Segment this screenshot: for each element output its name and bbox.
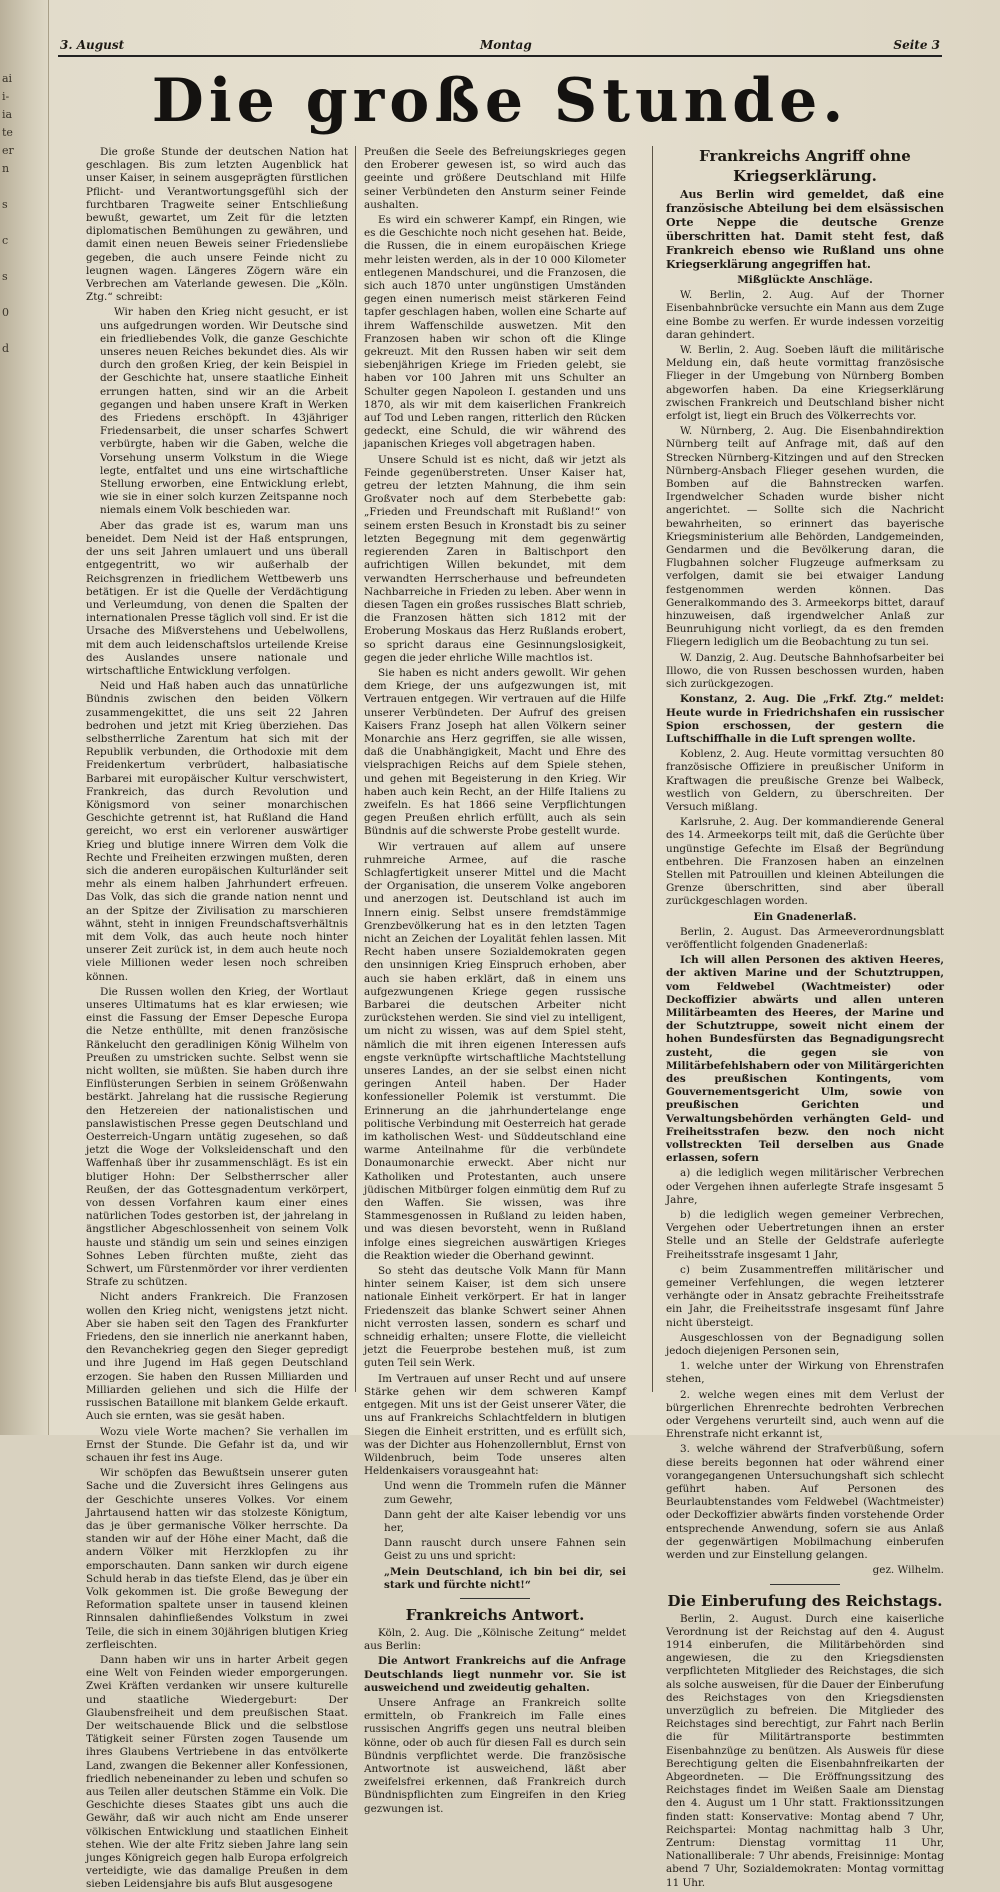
decree-item: Ausgeschlossen von der Begnadigung sollen jedoch diejenigen Personen sein, — [666, 1331, 944, 1358]
paragraph: Berlin, 2. August. Das Armeeverordnungsblatt veröffentlicht folgenden Gnadenerlaß: — [666, 925, 944, 951]
column-3 — [666, 146, 945, 1889]
column-1 — [86, 146, 348, 1891]
heading-frankreichs-angriff: Frankreichs Angriff ohne Kriegserklärung. — [699, 147, 911, 185]
report: W. Berlin, 2. Aug. Auf der Thorner Eisenbahnbrücke versuchte ein Mann aus dem Zuge eine Bombe zu werfen. Er wurde indessen vorzeitig daran gehindert. — [666, 289, 944, 341]
decree-item: 3. welche während der Strafverbüßung, sofern diese bereits begonnen hat oder während einer vorangegangenen Untersuchungshaft sich schlecht geführt haben. Auf Personen des Beurlaubtenstandes vom Feldwebel (Wachtmeister) oder Deckoffizier abwärts finden vorstehende Order entsprechende Anwendung, sofern sie aus Anlaß der gegenwärtigen Mobilmachung einberufen werden und zur Einstellung gelangen. — [666, 1443, 944, 1562]
report: Konstanz, 2. Aug. Die „Frkf. Ztg.“ meldet: Heute wurde in Friedrichshafen ein russischer Spion erschossen, der gestern die Luftschiffhalle in die Luft sprengen wollte. — [666, 693, 944, 745]
header-date: 3. August — [60, 38, 125, 52]
paragraph: Köln, 2. Aug. Die „Kölnische Zeitung“ meldet aus Berlin: — [364, 1626, 626, 1653]
lead-paragraph: Aus Berlin wird gemeldet, daß eine französische Abteilung bei dem elsässischen Orte Neppe die deutsche Grenze überschritten hat. Damit steht fest, daß Frankreich ebenso wie Rußland uns ohne Kriegserklärung angegriffen hat. — [666, 188, 944, 271]
paragraph: Die große Stunde der deutschen Nation hat geschlagen. Bis zum letzten Augenblick hat unser Kaiser, in seinem ausgeprägten fürstlichen Pflicht- und Verantwortungsgefühl sich der furchtbaren Tragweite seiner Entschließung bewußt, gewartet, um Zeit für die letzten diplomatischen Bemühungen zu gewähren, und damit einen neuen Beweis seiner Friedensliebe gegeben, die auch unsere Feinde nicht zu leugnen wagen. Längeres Zögern wäre ein Verbrechen am Vaterlande gewesen. Die „Köln. Ztg.“ schreibt: — [86, 146, 348, 304]
report: W. Danzig, 2. Aug. Deutsche Bahnhofsarbeiter bei Illowo, die von Russen beschossen wurden, haben sich zurückgezogen. — [666, 651, 944, 691]
decree-item: b) die lediglich wegen gemeiner Verbrechen, Vergehen oder Uebertretungen ihnen an erster Stelle und an Stelle der Geldstrafe auferlegte Freiheitsstrafe insgesamt 1 Jahr, — [666, 1209, 944, 1261]
column-divider — [652, 146, 653, 1392]
decree-item: 1. welche unter der Wirkung von Ehrenstrafen stehen, — [666, 1360, 944, 1386]
paragraph: Sie haben es nicht anders gewollt. Wir gehen dem Kriege, der uns aufgezwungen ist, mit Vertrauen entgegen. Wir vertrauen auf die Hilfe unserer Verbündeten. Der Aufruf des greisen Kaisers Franz Joseph hat allen Völkern seiner Monarchie ans Herz gegriffen, sie alle wissen, daß die Unabhängigkeit, Macht und Ehre des vielsprachigen Reichs auf dem Spiele stehen, und gehen mit Begeisterung in den Krieg. Wir haben auch kein Recht, an der Hilfe Italiens zu zweifeln. Es hat 1866 seine Verpflichtungen gegen Preußen ehrlich erfüllt, auch als sein Bündnis auf die schwerste Probe gestellt wurde. — [364, 666, 626, 838]
adjacent-page-edge — [0, 0, 49, 1435]
report: W. Nürnberg, 2. Aug. Die Eisenbahndirektion Nürnberg teilt auf Anfrage mit, daß auf den Strecken Nürnberg-Kitzingen und auf den Strecken Nürnberg-Ansbach Flieger gesehen wurden, die Bomben auf die Bahnstrecken warfen. Irgendwelcher Schaden wurde bisher nicht angerichtet. — Sollte sich die Nachricht bewahrheiten, so erinnert das bayerische Kriegsministerium alle Behörden, Landgemeinden, Gendarmen und die Bevölkerung daran, die Flugbahnen solcher Flugzeuge aufmerksam zu verfolgen, damit sie bei etwaiger Landung festgenommen werden können. Das Generalkommando des 3. Armeekorps bittet, darauf hinzuweisen, daß irgendwelcher Anlaß zur Beunruhigung nicht vorliegt, da es den fremden Fliegern lediglich um die Beobachtung zu tun sei. — [666, 425, 944, 649]
report: Koblenz, 2. Aug. Heute vormittag versuchten 80 französische Offiziere in preußischer Uniform in Kraftwagen die preußische Grenze bei Walbeck, westlich von Geldern, zu überschreiten. Der Versuch mißlang. — [666, 748, 944, 813]
subheading-anschlaege: Mißglückte Anschläge. — [737, 274, 873, 286]
column-divider — [355, 146, 356, 1392]
paragraph: Wir schöpfen das Bewußtsein unserer guten Sache und die Zuversicht ihres Gelingens aus der Geschichte unseres Volkes. Vor einem Jahrtausend hatten wir das stolzeste Königtum, das je über germanische Völker herrschte. Da standen wir auf der Höhe einer Macht, daß die andern Völker mit Herzklopfen zu ihr emporschauten. Dann sanken wir durch eigene Schuld herab in das tiefste Elend, das je über ein Volk gekommen ist. Die große Bewegung der Reformation spaltete unser in tausend kleinen Rinnsalen dahinfließendes Volkstum in zwei Teile, die sich in einem 30jährigen blutigen Krieg zerfleischten. — [86, 1467, 348, 1651]
verse-line: Und wenn die Trommeln rufen die Männer zum Gewehr, — [384, 1480, 626, 1506]
subheading-gnadenerlass: Ein Gnadenerlaß. — [753, 910, 857, 923]
masthead-title: Die große Stunde. — [151, 66, 849, 136]
paragraph: Wir haben den Krieg nicht gesucht, er ist uns aufgedrungen worden. Wir Deutsche sind ein friedliebendes Volk, die ganze Geschichte unseres neuen Reiches bekundet dies. Als wir durch den großen Krieg, der kein Beispiel in der Geschichte hat, unsere staatliche Einheit errungen hatten, sind wir an die Arbeit gegangen und haben unsere Kraft in Werken des Friedens erschöpft. In 43jähriger Friedensarbeit, die unser scharfes Schwert verbürgte, haben wir die Gaben, welche die Vorsehung unserm Volkstum in die Wiege legte, entfaltet und uns eine wirtschaftliche Stellung erworben, eine Entwicklung erlebt, wie sie in einer solch kurzen Zeitspanne noch niemals einem Volk beschieden war. — [100, 306, 348, 517]
paragraph: Nicht anders Frankreich. Die Franzosen wollen den Krieg nicht, wenigstens jetzt nicht. Aber sie haben seit den Tagen des Frankfurter Friedens, den sie innerlich nie anerkannt haben, den Revanchekrieg gegen den Sieger gepredigt und ihre Jugend im Haß gegen Deutschland erzogen. Sie haben den Russen Milliarden und Milliarden geliehen und sich die Hilfe der russischen Bataillone mit blankem Gelde erkauft. Auch sie ernten, was sie gesät haben. — [86, 1291, 348, 1423]
paragraph: Berlin, 2. August. Durch eine kaiserliche Verordnung ist der Reichstag auf den 4. August 1914 einberufen, die Militärbehörden sind angewiesen, die zu den Kriegsdiensten verpflichteten Mitglieder des Reichstages, die sich als solche ausweisen, für die Dauer der Einberufung des Reichstages von den Kriegsdiensten unverzüglich zu befreien. Die Mitglieder des Reichstages sind berechtigt, zur Fahrt nach Berlin die für Militärtransporte bestimmten Eisenbahnzüge zu benützen. Als Ausweis für diese Berechtigung gelten die Eisenbahnfreikarten der Abgeordneten. — Die Eröffnungssitzung des Reichstages findet im Weißen Saale am Dienstag den 4. August um 1 Uhr statt. Fraktionssitzungen finden statt: Konservative: Montag abend 7 Uhr, Reichspartei: Montag nachmittag halb 3 Uhr, Zentrum: Dienstag vormittag 11 Uhr, Nationalliberale: 7 Uhr abends, Freisinnige: Montag abend 7 Uhr, Sozialdemokraten: Montag vormittag 11 Uhr. — [666, 1612, 944, 1889]
paragraph: Aber das grade ist es, warum man uns beneidet. Dem Neid ist der Haß entsprungen, der uns seit Jahren umlauert und uns überall entgegentritt, wo wir außerhalb der Reichsgrenzen in friedlichem Wettbewerb uns betätigen. Er ist die Quelle der Verdächtigung und Verleumdung, von denen die Spalten der internationalen Presse täglich voll sind. Er ist die Ursache des Mißverstehens und Uebelwollens, mit dem auch leidenschaftslos urteilende Kreise des Auslandes unsere nationale und wirtschaftliche Entwicklung verfolgen. — [86, 519, 348, 677]
header-day: Montag — [480, 38, 532, 52]
paragraph: Es wird ein schwerer Kampf, ein Ringen, wie es die Geschichte noch nicht gesehen hat. Beide, die Russen, die in einem europäischen Kriege mehr leisten werden, als in der 10 000 Kilometer entlegenen Mandschurei, und die Franzosen, die sich auch 1870 unter ungünstigen Umständen gegen einen numerisch meist stärkeren Feind tapfer geschlagen haben, wollen eine Scharte auf ihrem Waffenschilde auswetzen. Mit den Franzosen haben wir schon oft die Klinge gekreuzt. Mit den Russen haben wir seit dem siebenjährigen Kriege im Frieden gelebt, sie haben vor 100 Jahren mit uns Schulter an Schulter gegen Napoleon I. gestanden und uns 1870, als wir mit dem kaiserlichen Frankreich auf Tod und Leben rangen, ritterlich den Rücken gedeckt, eine Schuld, die wir während des japanischen Krieges voll abgetragen haben. — [364, 214, 626, 451]
adjacent-page-text: ai i- ia te er n s c s 0 d — [2, 72, 14, 355]
report: Karlsruhe, 2. Aug. Der kommandierende General des 14. Armeekorps teilt mit, daß die Gerüchte über ungünstige Gefechte im Elsaß der Begründung entbehren. Die Franzosen haben an einzelnen Stellen mit Patrouillen und kleinen Abteilungen die Grenze überschritten, sind aber überall zurückgeschlagen worden. — [666, 816, 944, 908]
header-page-number: Seite 3 — [893, 38, 940, 52]
decree-item: a) die lediglich wegen militärischer Verbrechen oder Vergehen ihnen auferlegte Strafe insgesamt 5 Jahre, — [666, 1167, 944, 1206]
decree-item: c) beim Zusammentreffen militärischer und gemeiner Verfehlungen, die wegen letzterer verhängte oder in Ansatz gebrachte Freiheitsstrafe ein Jahr, die Freiheitsstrafe insgesamt fünf Jahre nicht übersteigt. — [666, 1263, 944, 1329]
paragraph: Die Russen wollen den Krieg, der Wortlaut unseres Ultimatums hat es klar erwiesen; wie einst die Fassung der Emser Depesche Europa die Netze enthüllte, mit denen französische Ränkelucht den geradlinigen König Wilhelm von Preußen zu umstricken suchte. Selbst wenn sie nicht wollten, sie müßten. Sie haben durch ihre Einflüsterungen Serbien in seinem Größenwahn bestärkt. Jahrelang hat die russische Regierung den Hetzereien der nationalistischen und panslawistischen Presse gegen Deutschland und Oesterreich-Ungarn untätig zugesehen, so daß jetzt die Woge der Volksleidenschaft und den Waffenhaß über ihr zusammenschlägt. Es ist ein blutiger Hohn: Der Selbstherrscher aller Reußen, der das Gottesgnadentum verkörpert, von dessen Vorfahren kaum einer eines natürlichen Todes gestorben ist, der jahrelang in ängstlicher Abgeschlossenheit von seinem Volk hauste und ständig um sein und seines einzigen Sohnes Leben fürchten mußte, zieht das Schwert, um Fürstenmörder vor ihrer verdienten Strafe zu schützen. — [86, 985, 348, 1289]
signature: gez. Wilhelm. — [872, 1564, 944, 1577]
decree-text: Ich will allen Personen des aktiven Heeres, der aktiven Marine und der Schutztruppen, vom Feldwebel (Wachtmeister) oder Deckoffizier abwärts und allen unteren Militärbeamten des Heeres, der Marine und der Schutztruppe, soweit nicht einem der hohen Bundesfürsten das Begnadigungsrecht zusteht, die gegen sie von Militärbefehlshabern oder von Militärgerichten des preußischen Kontingents, vom Gouvernementsgericht Ulm, sowie von preußischen Gerichten und Verwaltungsbehörden verhängten Geld- und Freiheitsstrafen bezw. den noch nicht vollstreckten Teil derselben aus Gnade erlassen, sofern — [666, 954, 945, 1165]
verse-line: Dann rauscht durch unsere Fahnen sein Geist zu uns und spricht: — [384, 1537, 626, 1563]
paragraph-bold: Die Antwort Frankreichs auf die Anfrage Deutschlands liegt nunmehr vor. Sie ist ausweichend und zweideutig gehalten. — [364, 1655, 626, 1694]
paragraph: Preußen die Seele des Befreiungskrieges gegen den Eroberer gewesen ist, so wird auch das geeinte und größere Deutschland mit Hilfe seiner Verbündeten den Ansturm seiner Feinde aushalten. — [364, 146, 626, 211]
heading-reichstag: Die Einberufung des Reichstags. — [667, 1591, 943, 1610]
verse-line: „Mein Deutschland, ich bin bei dir, sei stark und fürchte nicht!“ — [384, 1565, 626, 1591]
report: W. Berlin, 2. Aug. Soeben läuft die militärische Meldung ein, daß heute vormittag französische Flieger in der Umgebung von Nürnberg Bomben abgeworfen haben. Da eine Kriegserklärung zwischen Frankreich und Deutschland bisher nicht erfolgt ist, liegt ein Bruch des Völkerrechts vor. — [666, 344, 944, 423]
page-header — [60, 38, 940, 54]
paragraph: Dann haben wir uns in harter Arbeit gegen eine Welt von Feinden wieder emporgerungen. Zwei Kräften verdanken wir unsere kulturelle und staatliche Wiedergeburt: Der Glaubensfreiheit und dem preußischen Staat. Der weitschauende Blick und die selbstlose Tätigkeit seiner Fürsten zogen Tausende um ihres Glaubens Vertriebene in das entvölkerte Land, zwangen die Bekenner aller Konfessionen, friedlich nebeneinander zu leben und schufen so aus Teilen aller deutschen Stämme ein Volk. Die Geschichte dieses Staates gibt uns auch die Gewähr, daß wir auch nicht am Ende unserer völkischen Entwicklung und staatlichen Einheit stehen. Wie der alte Fritz sieben Jahre lang sein junges Königreich gegen halb Europa erfolgreich verteidigte, wie das damalige Preußen in dem sieben Leidensjahre bis aufs Blut ausgesogene — [86, 1653, 348, 1891]
paragraph: Wir vertrauen auf allem auf unsere ruhmreiche Armee, auf die rasche Schlagfertigkeit unserer Mittel und die Macht der Organisation, die unserem Volke angeboren und anerzogen ist. Deutschland ist auch im Innern einig. Selbst unsere fremdstämmige Grenzbevölkerung hat es in den letzten Tagen nicht an Zeichen der Loyalität fehlen lassen. Mit Recht haben unsere Sozialdemokraten gegen den unsinnigen Krieg Einspruch erhoben, aber auch sie haben erklärt, daß in einem uns aufgezwungenen Kriege gegen russische Barbarei die deutschen Arbeiter nicht zurückstehen werden. Sie sind viel zu intelligent, um nicht zu wissen, was auf dem Spiel steht, nämlich die mit ihren eigenen Interessen aufs engste verknüpfte wirtschaftliche Machtstellung unseres Landes, an der sie selbst einen nicht geringen Anteil haben. Der Hader konfessioneller Polemik ist verstummt. Die Erinnerung an die jahrhundertelange enge politische Verbindung mit Oesterreich hat gerade im katholischen West- und Süddeutschland eine warme Anteilnahme für die verbündete Donaumonarchie erweckt. Aber nicht nur Katholiken und Protestanten, auch unsere jüdischen Mitbürger folgen einmütig dem Ruf zu den Waffen. Sie wissen, was ihre Stammesgenossen in Rußland zu leiden haben, und was diesen bevorsteht, wenn in Rußland infolge eines siegreichen auswärtigen Krieges die Reaktion wieder die Oberhand gewinnt. — [364, 840, 626, 1262]
verse-line: Dann geht der alte Kaiser lebendig vor uns her, — [384, 1508, 626, 1534]
header-rule — [58, 55, 942, 57]
paragraph: Unsere Anfrage an Frankreich sollte ermitteln, ob Frankreich im Falle eines russischen Angriffs gegen uns neutral bleiben könne, oder ob auch für diesen Fall es durch sein Bündnis verpflichtet werde. Die französische Antwortnote ist ausweichend, läßt aber zweifelsfrei erkennen, daß Frankreich durch Bündnispflichten zum Eingreifen in den Krieg gezwungen ist. — [364, 1696, 626, 1815]
paragraph: Im Vertrauen auf unser Recht und auf unsere Stärke gehen wir dem schweren Kampf entgegen. Mit uns ist der Geist unserer Väter, die uns auf Frankreichs Schlachtfeldern in blutigen Siegen die Einheit erstritten, und es erfüllt sich, was der Dichter aus Hohenzollernblut, Ernst von Wildenbruch, beim Tode unseres alten Heldenkaisers vorausgeahnt hat: — [364, 1372, 626, 1478]
paragraph: Wozu viele Worte machen? Sie verhallen im Ernst der Stunde. Die Gefahr ist da, und wir schauen ihr fest ins Auge. — [86, 1425, 348, 1464]
paragraph: Unsere Schuld ist es nicht, daß wir jetzt als Feinde gegenüberstreten. Unser Kaiser hat, getreu der letzten Mahnung, die ihm sein Großvater noch auf dem Sterbebette gab: „Frieden und Freundschaft mit Rußland!“ von seinem ersten Besuch in Kronstadt bis zu seiner letzten Begegnung mit dem gegenwärtig regierenden Zaren in Baltischport den aufrichtigen Willen bekundet, mit dem verwandten Herrscherhause und befreundeten Nachbarreiche in Frieden zu leben. Aber wenn in diesen Tagen ein großes russisches Blatt schrieb, die Franzosen hätten sich 1812 mit der Eroberung Moskaus das Herz Rußlands erobert, so spricht daraus eine Gesinnungslosigkeit, gegen die jeder ehrliche Wille machtlos ist. — [364, 453, 626, 664]
column-2 — [364, 146, 626, 1815]
paragraph: Neid und Haß haben auch das unnatürliche Bündnis zwischen den beiden Völkern zusammengekittet, die uns seit 22 Jahren bedrohen und jetzt mit Krieg überziehen. Das selbstherrliche Zarentum hat sich mit der Republik verbunden, die Orthodoxie mit dem Freidenkertum verbrüdert, halbasiatische Barbarei mit europäischer Kultur verschwistert, Frankreich, das durch Revolution und Königsmord von seiner monarchischen Geschichte getrennt ist, hat Rußland die Hand gereicht, wo erst ein verlorener auswärtiger Krieg und blutige innere Wirren dem Volk die Rechte und Freiheiten erzwingen mußten, deren sich die anderen europäischen Kulturländer seit mehr als einem halben Jahrhundert erfreuen. Das Volk, das sich die grande nation nennt und an der Spitze der Zivilisation zu marschieren wähnt, steht in innigen Freundschaftsverhältnis mit dem Volk, das auch heute noch hinter unserer Zeit zurück ist, in dem auch heute noch viele Millionen weder lesen noch schreiben können. — [86, 680, 348, 983]
section-rule — [770, 1584, 840, 1585]
decree-item: 2. welche wegen eines mit dem Verlust der bürgerlichen Ehrenrechte bedrohten Verbrechen oder Vergehens verurteilt sind, auch wenn auf die Ehrenstrafe nicht erkannt ist, — [666, 1388, 944, 1441]
section-rule — [460, 1598, 530, 1599]
heading-frankreichs-antwort: Frankreichs Antwort. — [405, 1605, 585, 1624]
paragraph: So steht das deutsche Volk Mann für Mann hinter seinem Kaiser, ist dem sich unsere nationale Einheit verkörpert. Er hat in langer Friedenszeit das blanke Schwert seiner Ahnen nicht verrosten lassen, sondern es scharf und schneidig erhalten; unsere Flotte, die vielleicht jetzt die Feuerprobe bestehen muß, ist zum guten Teil sein Werk. — [364, 1265, 626, 1370]
